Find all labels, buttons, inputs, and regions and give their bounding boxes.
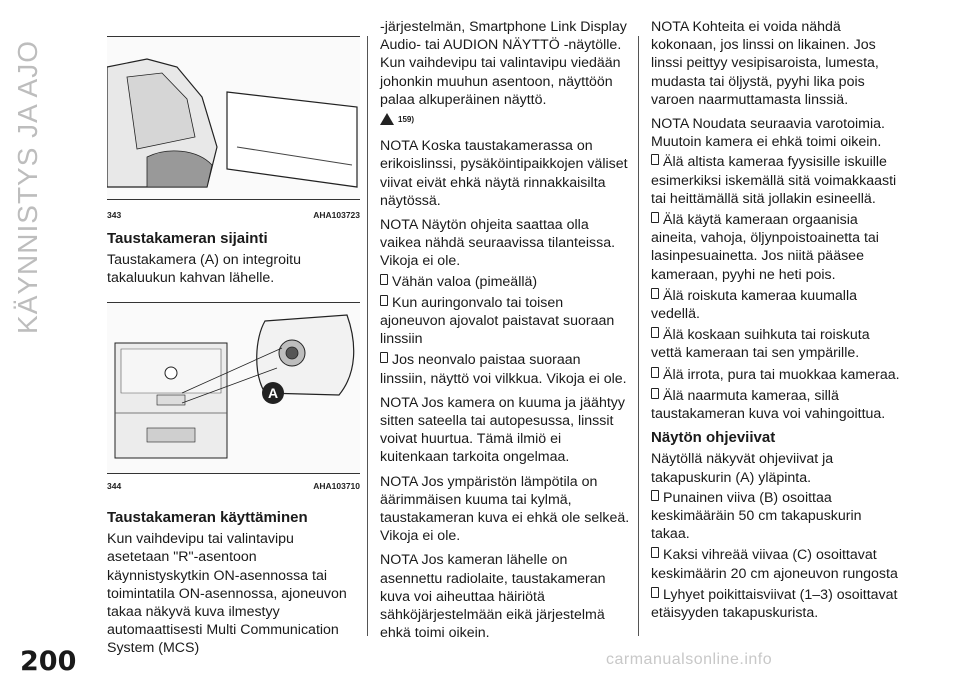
- note-hard-to-see: NOTA Näytön ohjeita saattaa olla vaikea nähdä seuraavissa tilanteissa. Vikoja ei ole.: [380, 217, 616, 270]
- note-precautions: NOTA Noudata seuraavia varotoimia. Muutoin kamera ei ehkä toimi oikein.: [651, 116, 885, 151]
- figure-344-camera-location: [107, 302, 360, 474]
- page-number: 200: [20, 646, 77, 677]
- bullet-no-scratching: Älä naarmuta kameraa, sillä taustakameran kuva voi vahingoittua.: [651, 387, 886, 423]
- bullet-short-lines: Lyhyet poikittaisviivat (1–3) osoittavat etäisyyden takapuskurista.: [651, 586, 898, 622]
- column-divider-1: [367, 36, 368, 636]
- bullet-marker-icon: [651, 388, 659, 399]
- figure-344-caption: [107, 481, 360, 491]
- column-divider-2: [638, 36, 639, 636]
- column-1-text-lower: [107, 509, 360, 664]
- column-1-text-upper: [107, 230, 360, 294]
- paragraph-display-switch: -järjestelmän, Smartphone Link Display Audio- tai AUDION NÄYTTÖ -näytölle. Kun vaihdevipu tai valintavipu viedään johonkin muuhun asentoon, näyttöön palaa alkuperäinen näyttö.: [380, 19, 627, 108]
- bullet-low-light: Vähän valoa (pimeällä): [380, 273, 630, 291]
- bullet-no-spraying: Älä koskaan suihkuta tai roiskuta vettä kameraan tai sen ympärille.: [651, 327, 870, 362]
- note-special-lens: NOTA Koska taustakamerassa on erikoislinssi, pysäköintipaikkojen väliset viivat eivät ehkä näytä rinnakkaisilta näytössä.: [380, 138, 628, 209]
- heading-camera-location: Taustakameran sijainti: [107, 230, 268, 247]
- column-3-text: [651, 18, 901, 625]
- bullet-neon-light: Jos neonvalo paistaa suoraan linssiin, näyttö voi vilkkua. Vikoja ei ole.: [380, 352, 627, 387]
- bullet-no-impact: Älä altista kameraa fyysisille iskuille esimerkiksi iskemällä sitä voimakkaasti tai heittämällä sitä jollakin esineellä.: [651, 154, 897, 207]
- bullet-marker-icon: [651, 327, 659, 338]
- bullet-red-line: Punainen viiva (B) osoittaa keskimääräin 50 cm takapuskurin takaa.: [651, 489, 862, 543]
- figure-343-rear-camera-view: [107, 36, 360, 200]
- figure-343-number: 343: [107, 210, 122, 220]
- figure-343-caption: [107, 210, 360, 220]
- figure-344-code: AHA103710: [313, 481, 360, 491]
- paragraph-guide-lines: Näytöllä näkyvät ohjeviivat ja takapuskurin (A) yläpinta.: [651, 451, 834, 486]
- note-temperature: NOTA Jos ympäristön lämpötila on äärimmäisen kuuma tai kylmä, taustakameran kuva ei ehkä ole selkeä. Vikoja ei ole.: [380, 473, 630, 545]
- bullet-marker-icon: [380, 295, 388, 306]
- bullet-marker-icon: [651, 288, 659, 299]
- bullet-marker-icon: [651, 547, 659, 558]
- warning-ref-number: 159): [398, 115, 415, 125]
- heading-guide-lines: Näytön ohjeviivat: [651, 429, 776, 447]
- bullet-no-disassembly: Älä irrota, pura tai muokkaa kameraa.: [651, 366, 901, 384]
- bullet-marker-icon: [651, 367, 659, 378]
- bullet-no-hot-water: Älä roiskuta kameraa kuumalla vedellä.: [651, 287, 857, 323]
- paragraph-using-camera: Kun vaihdevipu tai valintavipu asetetaan "R"-asentoon käynnistyskytkin ON-asennossa tai toimintatila ON-asennossa, ajoneuvon takaa näkyvä kuva ilmestyy automaattisesti Multi Communication System (MCS): [107, 531, 347, 657]
- chapter-side-title: KÄYNNISTYS JA AJO: [12, 40, 43, 334]
- rear-view-illustration: [107, 37, 360, 199]
- figure-344-number: 344: [107, 481, 122, 491]
- figure-343-code: AHA103723: [313, 210, 360, 220]
- tailgate-camera-illustration: [107, 303, 360, 473]
- paragraph-camera-location: Taustakamera (A) on integroitu takaluukun kahvan lähelle.: [107, 252, 301, 287]
- bullet-no-chemicals: Älä käytä kameraan orgaanisia aineita, vahoja, öljynpoistoainetta tai lasinpesuainetta. Jos niitä pääsee kameraan, pyyhi ne heti pois.: [651, 212, 879, 283]
- note-fogging: NOTA Jos kamera on kuuma ja jäähtyy sitten sateella tai autopesussa, linssit voivat huurtua. Tämä ilmiö ei kuitenkaan tarkoita ongelmaa.: [380, 394, 625, 466]
- callout-a-label: A: [267, 385, 279, 401]
- bullet-direct-light: Kun auringonvalo tai toisen ajoneuvon ajovalot paistavat suoraan linssiin: [380, 294, 615, 348]
- bullet-marker-icon: [380, 352, 388, 363]
- bullet-marker-icon: [380, 274, 388, 285]
- bullet-marker-icon: [651, 587, 659, 598]
- bullet-green-lines: Kaksi vihreää viivaa (C) osoittavat keskimäärin 20 cm ajoneuvon rungosta: [651, 547, 898, 582]
- bullet-marker-icon: [651, 490, 659, 501]
- watermark: carmanualsonline.info: [606, 651, 773, 668]
- bullet-marker-icon: [651, 154, 659, 165]
- column-2-text: [380, 18, 630, 649]
- warning-triangle-icon: [380, 113, 394, 125]
- bullet-marker-icon: [651, 212, 659, 223]
- warning-reference: [380, 111, 630, 129]
- heading-using-camera: Taustakameran käyttäminen: [107, 509, 308, 526]
- note-dirty-lens: NOTA Kohteita ei voida nähdä kokonaan, jos linssi on likainen. Jos linssi peittyy vesipisaroista, lumesta, mudasta tai öljystä, pyyhi lika pois varoen naarmuttamasta linssiä.: [651, 19, 879, 108]
- note-radio-interference: NOTA Jos kameran lähelle on asennettu radiolaite, taustakameran kuva voi aiheuttaa häiriötä sähköjärjestelmään eikä järjestelmä ehkä toimi oikein.: [380, 552, 606, 642]
